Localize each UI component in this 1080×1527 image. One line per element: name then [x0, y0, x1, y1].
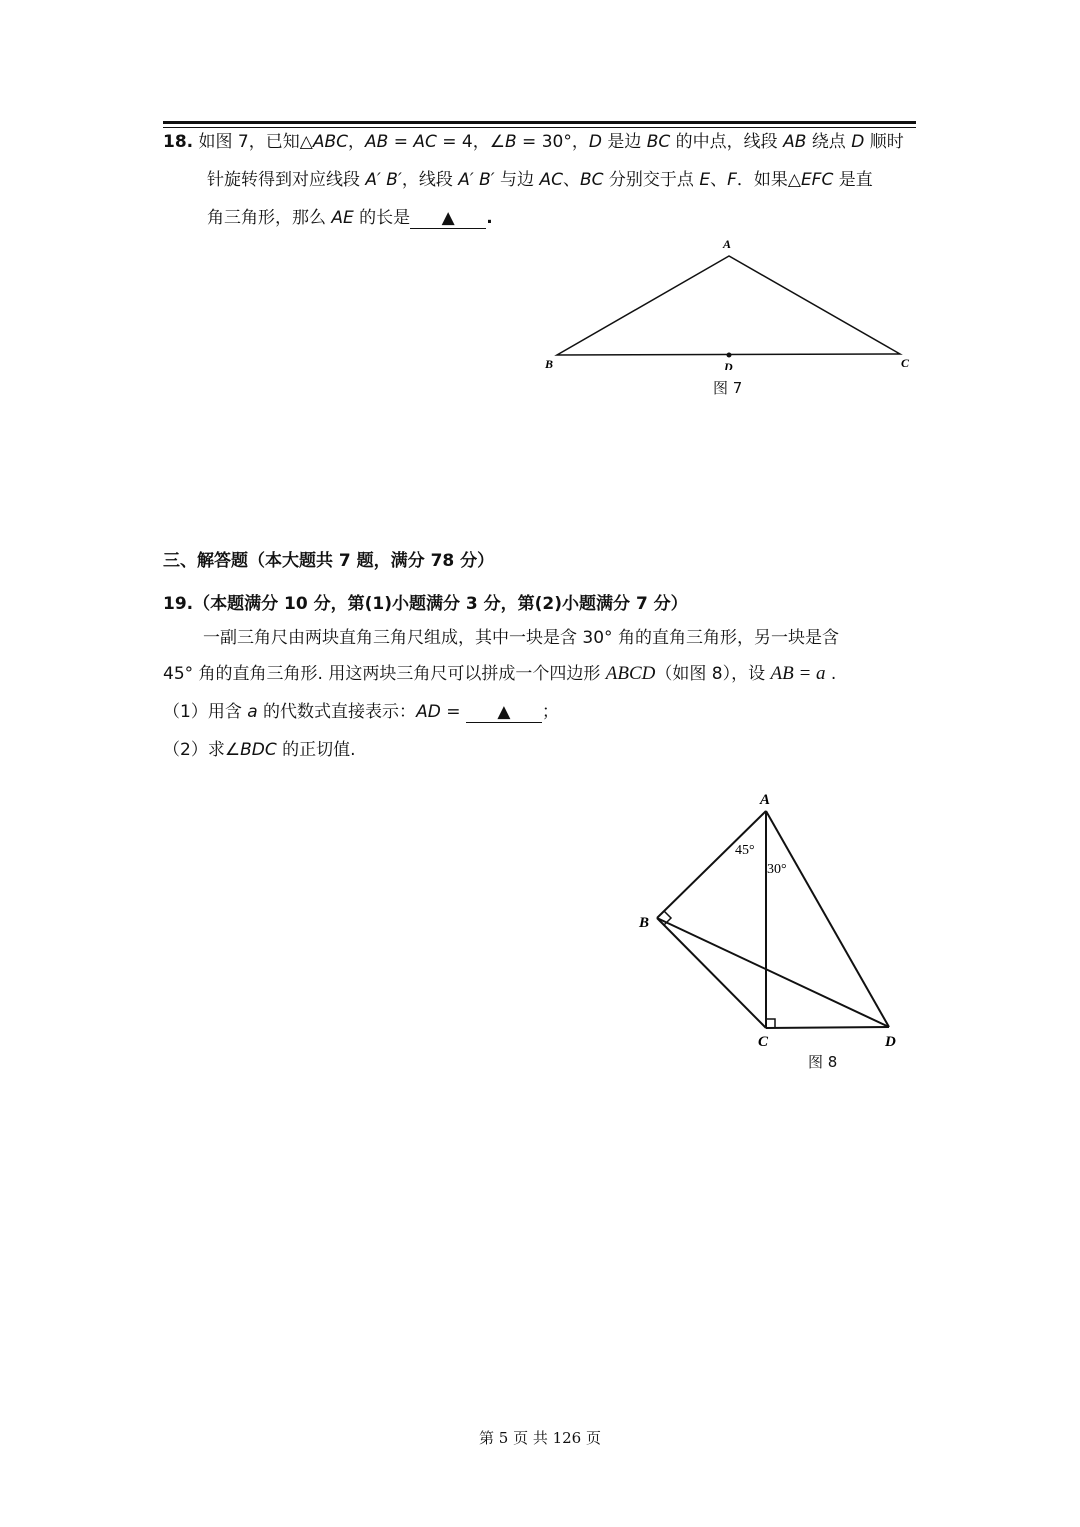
q19-part-1: （1）用含 a 的代数式直接表示：AD = ▲ ； — [163, 702, 559, 722]
q19-answer-blank: ▲ — [466, 702, 542, 723]
segment-ab — [657, 811, 766, 918]
angle-30-label: 30° — [767, 862, 787, 877]
point-d — [727, 353, 732, 358]
label-a: A — [760, 792, 771, 808]
figure-8-caption: 图 8 — [808, 1053, 838, 1071]
segment-bd — [657, 918, 889, 1027]
figure-8 — [630, 785, 920, 1050]
label-d: D — [885, 1034, 896, 1050]
segment-bc — [657, 918, 766, 1028]
section-3-title: 三、解答题（本大题共 7 题，满分 78 分） — [163, 551, 495, 571]
label-c: C — [758, 1034, 769, 1050]
q19-number: 19. — [163, 594, 194, 614]
label-c: C — [901, 356, 910, 370]
q19-paragraph-1: 一副三角尺由两块直角三角尺组成，其中一块是含 30° 角的直角三角形，另一块是含 — [203, 628, 839, 648]
figure-7-caption: 图 7 — [713, 379, 743, 397]
label-b: B — [545, 357, 554, 370]
q19-header: 19.（本题满分 10 分，第(1)小题满分 3 分，第(2)小题满分 7 分） — [163, 594, 688, 614]
q19-paragraph-2: 45° 角的直角三角形. 用这两块三角尺可以拼成一个四边形 ABCD（如图 8），设 AB = a . — [163, 663, 837, 684]
q18-line-1: 18. 如图 7，已知△ABC，AB = AC = 4，∠B = 30°，D 是边 BC 的中点，线段 AB 绕点 D 顺时 — [163, 132, 904, 152]
q19-part-2: （2）求∠BDC 的正切值. — [163, 740, 356, 760]
label-b: B — [639, 915, 650, 931]
q18-line-2: 针旋转得到对应线段 A′ B′，线段 A′ B′ 与边 AC、BC 分别交于点 E、F．如果△EFC 是直 — [207, 170, 873, 190]
page-footer: 第 5 页 共 126 页 — [478, 1429, 601, 1447]
q18-answer-blank: ▲ — [410, 208, 486, 229]
segment-cd — [766, 1027, 889, 1028]
right-angle-mark-c — [766, 1019, 775, 1028]
triangle-abc — [557, 256, 900, 355]
segment-ad — [766, 811, 889, 1027]
label-d: D — [724, 360, 733, 370]
figure-7 — [530, 230, 930, 370]
header-rule-thin — [163, 127, 916, 128]
label-a: A — [723, 237, 732, 251]
q18-line-3: 角三角形，那么 AE 的长是 ▲ . — [207, 208, 493, 228]
q18-number: 18. — [163, 132, 194, 152]
angle-45-label: 45° — [735, 843, 755, 858]
header-rule-thick — [163, 121, 916, 124]
